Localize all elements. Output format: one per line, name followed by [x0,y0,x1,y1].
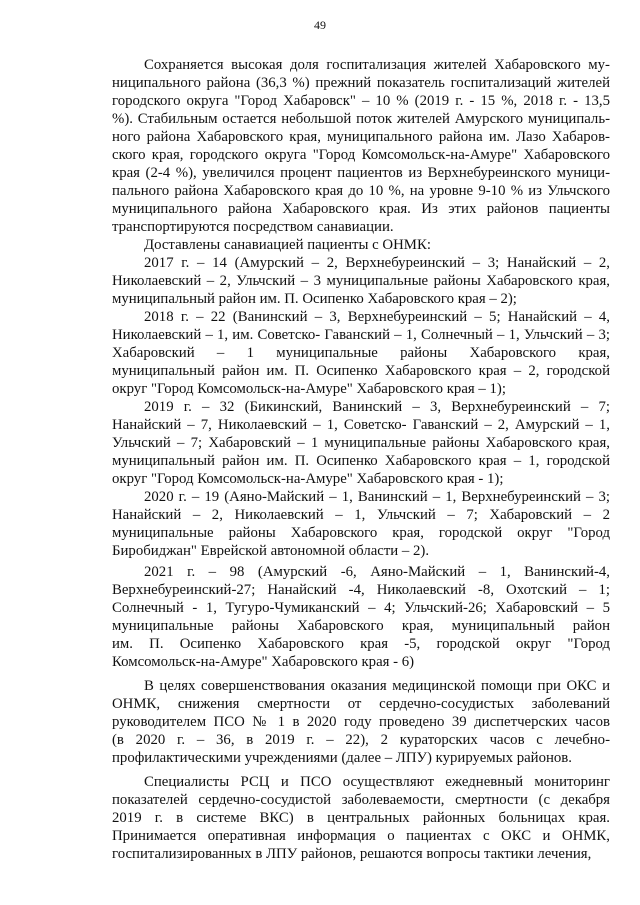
text-line: муниципальные районы Хабаровского края, городской округ "Город [112,525,610,541]
page-number: 49 [314,18,326,32]
text-line: Нанайский – 7, Николаевский – 1, Советско- Гаванский – 2, Амурский – 1, [112,417,610,433]
text-line: госпитализированных в ЛПУ районов, решаются вопросы тактики лечения, [112,846,592,862]
text-line: пального района Хабаровского края до 10 %, на уровне 9-10 % из Ульчского [112,183,610,199]
text-line: им. П. Осипенко Хабаровского края -5, городской округ "Город [112,636,610,652]
text-line: 2018 г. – 22 (Ванинский – 3, Верхнебуреинский – 5; Нанайский – 4, [144,309,610,325]
paragraph [112,254,610,308]
text-line: ниципального района (36,3 %) прежний показатель госпитализаций жителей [112,75,610,91]
text-line: округ "Город Комсомольск-на-Амуре" Хабаровского края - 1); [112,471,504,487]
text-line: Доставлены санавиацией пациенты с ОНМК: [144,237,431,253]
paragraph [112,236,610,254]
paragraph [112,773,610,863]
text-line: 2019 г. в системе ВКС) в центральных районных больницах края. [112,810,610,826]
document-body [112,56,610,863]
text-line: Биробиджан" Еврейской автономной области – 2). [112,543,430,559]
text-line: руководителем ПСО № 1 в 2020 году проведено 39 диспетчерских часов [112,714,610,730]
text-line: Специалисты РСЦ и ПСО осуществляют ежедневный мониторинг [144,774,610,790]
paragraph [112,563,610,671]
text-line: муниципального района Хабаровского края. Из этих районов пациенты [112,201,610,217]
text-line: 2019 г. – 32 (Бикинский, Ванинский – 3, Верхнебуреинский – 7; [144,399,610,415]
text-line: ОНМК, снижения смертности от сердечно-сосудистых заболеваний [112,696,610,712]
text-line: (в 2020 г. – 36, в 2019 г. – 22), 2 кураторских часов с лечебно- [112,732,610,748]
text-line: Верхнебуреинский-27; Нанайский -4, Николаевский -8, Охотский – 1; [112,582,610,598]
text-line: муниципальный район им. П. Осипенко Хабаровского края – 2, городской [112,363,610,379]
text-line: Нанайский – 2, Николаевский – 1, Ульчский – 7; Хабаровский – 2 [112,507,610,523]
text-line: В целях совершенствования оказания медицинской помощи при ОКС и [144,678,610,694]
text-line: Николаевский – 1, им. Советско- Гаванский – 1, Солнечный – 1, Ульчский – 3; [112,327,610,343]
text-line: транспортируются посредством санавиации. [112,219,394,235]
text-line: муниципальный район им. П. Осипенко Хабаровского края – 1, городской [112,453,610,469]
paragraph [112,677,610,767]
text-line: Хабаровский – 1 муниципальные районы Хабаровского края, [112,345,610,361]
text-line: %). Стабильным остается небольшой поток жителей Амурского муниципаль- [112,111,610,127]
text-line: Ульчский – 7; Хабаровский – 1 муниципальные районы Хабаровского края, [112,435,610,451]
text-line: ного района Хабаровского края, муниципального района им. Лазо Хабаров- [112,129,610,145]
text-line: показателей сердечно-сосудистой заболеваемости, смертности (с декабря [112,792,610,808]
paragraph [112,308,610,398]
text-line: Солнечный - 1, Тугуро-Чумиканский – 4; Ульчский-26; Хабаровский – 5 [112,600,610,616]
text-line: профилактическими учреждениями (далее – ЛПУ) курируемых районов. [112,750,572,766]
text-line: Принимается оперативная информация о пациентах с ОКС и ОНМК, [112,828,610,844]
text-line: ского края, городского округа "Город Комсомольск-на-Амуре" Хабаровского [112,147,610,163]
text-line: 2017 г. – 14 (Амурский – 2, Верхнебуреинский – 3; Нанайский – 2, [144,255,610,271]
paragraph [112,56,610,236]
text-line: Комсомольск-на-Амуре" Хабаровского края - 6) [112,654,415,670]
paragraph [112,398,610,488]
text-line: 2020 г. – 19 (Аяно-Майский – 1, Ванинский – 1, Верхнебуреинский – 3; [144,489,610,505]
text-line: округ "Город Комсомольск-на-Амуре" Хабаровского края – 1); [112,381,506,397]
text-line: 2021 г. – 98 (Амурский -6, Аяно-Майский – 1, Ванинский-4, [144,564,610,580]
text-line: городского округа "Город Хабаровск" – 10 % (2019 г. - 15 %, 2018 г. - 13,5 [112,93,610,109]
text-line: муниципальные районы Хабаровского края, муниципальный район [112,618,610,634]
text-line: Сохраняется высокая доля госпитализация жителей Хабаровского му- [144,57,610,73]
text-line: Николаевский – 2, Ульчский – 3 муниципальные районы Хабаровского края, [112,273,610,289]
text-line: муниципальный район им. П. Осипенко Хабаровского края – 2); [112,291,517,307]
paragraph [112,488,610,560]
text-line: края (2-4 %), увеличился процент пациентов из Верхнебуреинского муници- [112,165,610,181]
